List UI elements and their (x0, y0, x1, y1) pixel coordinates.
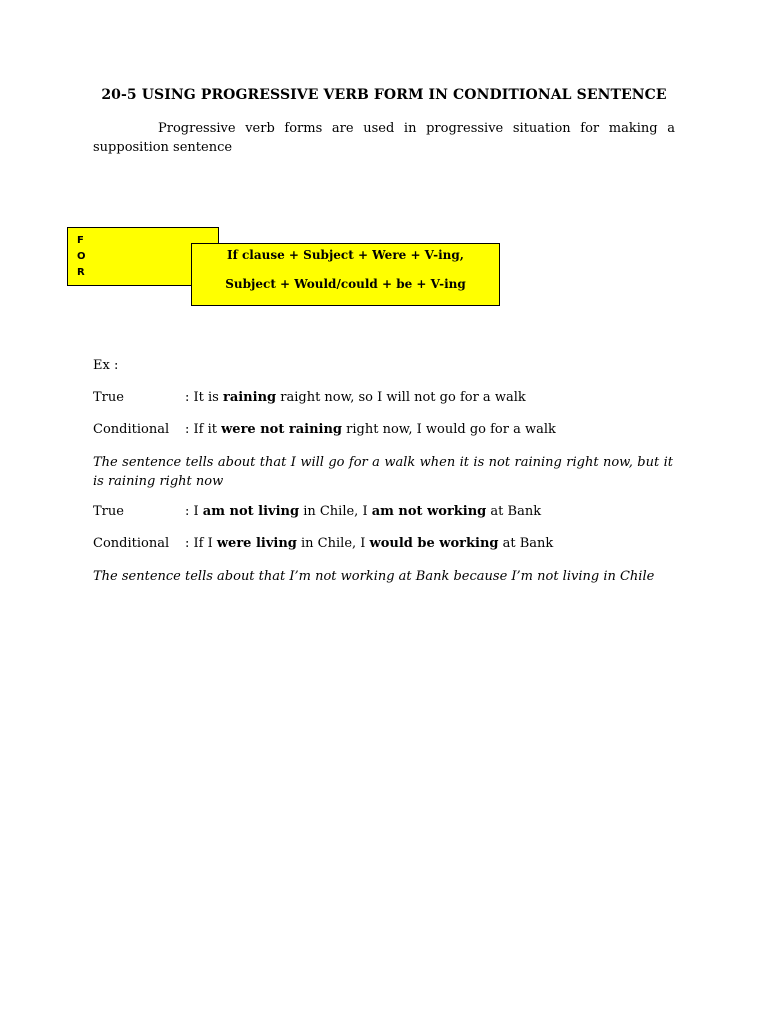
example2-true-mid: in Chile, I (299, 504, 372, 519)
example2-conditional-suffix: at Bank (498, 536, 554, 551)
section-title: 20-5 USING PROGRESSIVE VERB FORM IN CONDITIONAL SENTENCE (101, 87, 667, 103)
example1-true-suffix: raight now, so I will not go for a walk (276, 390, 526, 405)
example1-conditional-bold: were not raining (221, 422, 343, 437)
formula-tab-letter: F (77, 235, 84, 246)
example2-true-suffix: at Bank (486, 504, 542, 519)
example2-conditional-mid: in Chile, I (296, 536, 370, 551)
example1-conditional-prefix: : If it (185, 422, 222, 437)
example1-true-prefix: : It is (185, 390, 223, 405)
formula-line-1: If clause + Subject + Were + V-ing, (227, 248, 464, 262)
example2-true-prefix: : I (185, 504, 203, 519)
example2-conditional-label: Conditional (93, 536, 170, 551)
example1-conditional-label: Conditional (93, 422, 170, 437)
example2-conditional-bold-2: would be working (369, 536, 499, 551)
example2-conditional-prefix: : If I (185, 536, 217, 551)
formula-box (191, 243, 500, 306)
example1-note: The sentence tells about that I will go for a walk when it is not raining right now, but it is raining right now (93, 455, 673, 489)
example2-true-bold-1: am not living (202, 504, 300, 519)
example1-true-bold: raining (222, 390, 277, 405)
example2-true-bold-2: am not working (371, 504, 487, 519)
example1-true-label: True (93, 390, 124, 405)
formula-tab-letter: R (77, 267, 85, 278)
example2-conditional-bold-1: were living (216, 536, 297, 551)
example1-conditional-row (93, 422, 556, 437)
formula-line-2: Subject + Would/could + be + V-ing (225, 277, 466, 291)
example1-true-row (93, 390, 526, 405)
example2-true-row (93, 504, 541, 519)
examples-label-text: Ex : (93, 358, 119, 373)
example2-note: The sentence tells about that I’m not working at Bank because I’m not living in Chile (93, 569, 655, 584)
formula-tab-letters (77, 233, 86, 281)
examples-label (93, 358, 118, 373)
example1-conditional-suffix: right now, I would go for a walk (342, 422, 556, 437)
example2-conditional-row (93, 536, 553, 551)
formula-tab-letter: O (77, 251, 86, 262)
example2-true-label: True (93, 504, 124, 519)
intro-paragraph: Progressive verb forms are used in progressive situation for making a supposition sentence (93, 121, 675, 155)
